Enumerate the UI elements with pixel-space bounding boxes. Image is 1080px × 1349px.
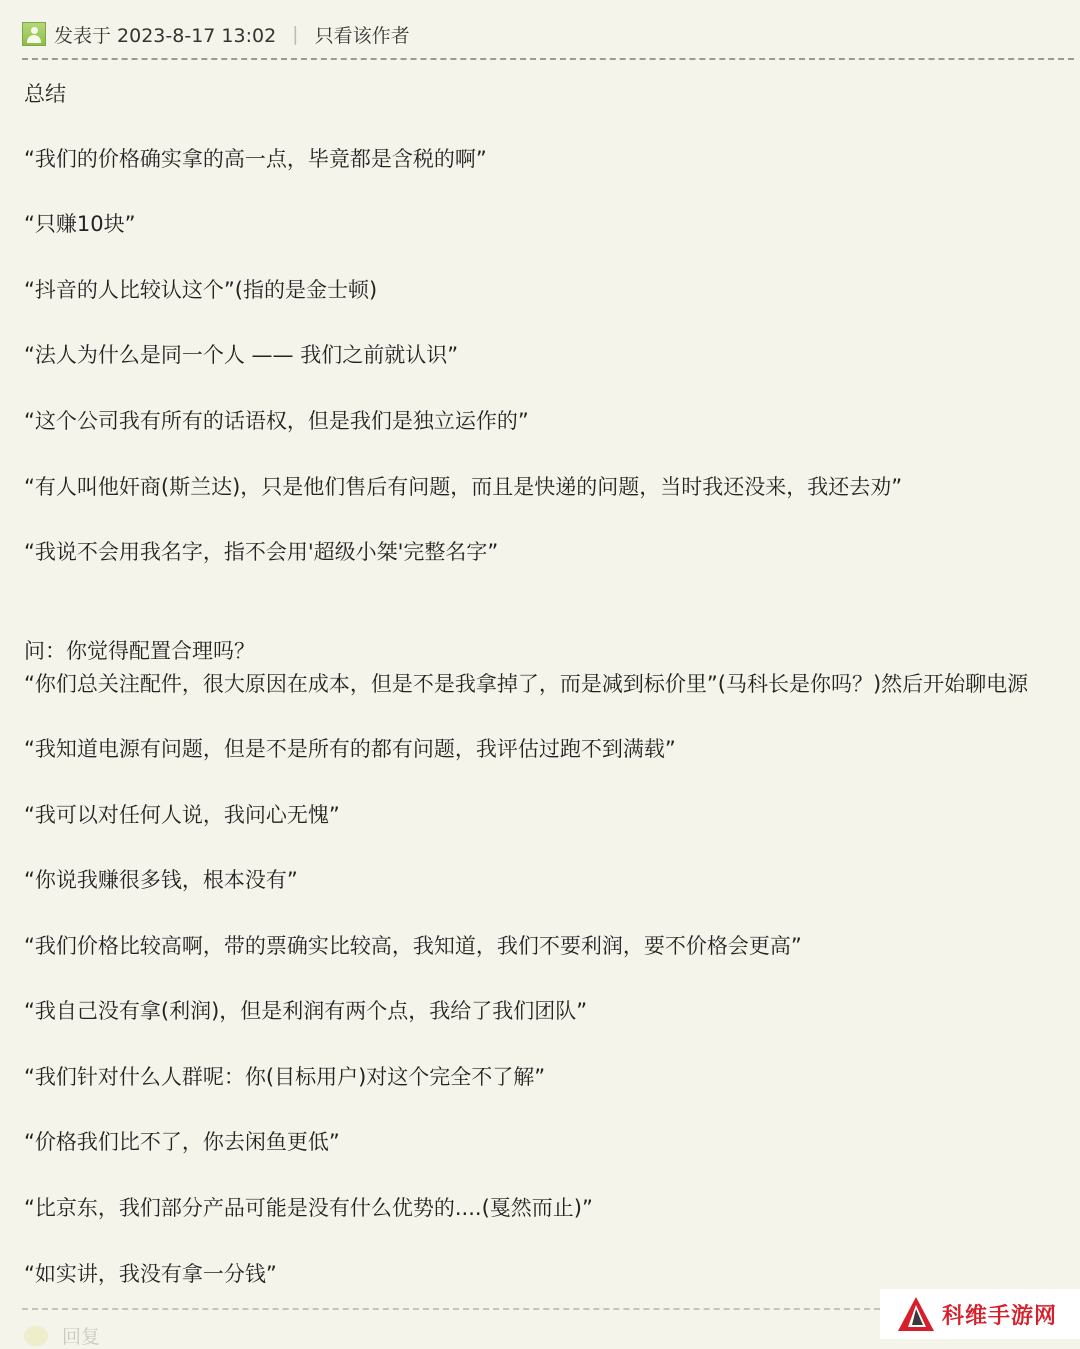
post-line: “比京东，我们部分产品可能是没有什么优势的....(戛然而止)” — [24, 1196, 593, 1220]
post-header — [22, 18, 410, 50]
post-date: 发表于 2023-8-17 13:02 — [54, 24, 277, 47]
post-line: “我可以对任何人说，我问心无愧” — [24, 803, 340, 827]
only-author-link[interactable]: 只看该作者 — [314, 24, 410, 47]
post-line: “你们总关注配件，很大原因在成本，但是不是我拿掉了，而是减到标价里”(马科长是你吗？)然后开始聊电源 — [24, 672, 1029, 696]
post-line: 问：你觉得配置合理吗？ — [24, 639, 255, 663]
user-icon[interactable] — [22, 22, 46, 46]
post-line: 总结 — [24, 82, 66, 106]
post-line: “我知道电源有问题，但是不是所有的都有问题，我评估过跑不到满载” — [24, 737, 676, 761]
post-line: “有人叫他奸商(斯兰达)，只是他们售后有问题，而且是快递的问题，当时我还没来，我还去劝” — [24, 475, 903, 499]
post-line: “价格我们比不了，你去闲鱼更低” — [24, 1130, 340, 1154]
post-line: “我们价格比较高啊，带的票确实比较高，我知道，我们不要利润，要不价格会更高” — [24, 934, 802, 958]
header-divider — [22, 58, 1074, 60]
post-line: “抖音的人比较认这个”(指的是金士顿) — [24, 278, 378, 302]
post-line: “法人为什么是同一个人 —— 我们之前就认识” — [24, 343, 459, 367]
post-line: “这个公司我有所有的话语权，但是我们是独立运作的” — [24, 409, 529, 433]
header-separator: | — [292, 23, 299, 45]
post-line: “我们的价格确实拿的高一点，毕竟都是含税的啊” — [24, 147, 487, 171]
post-line: “我说不会用我名字，指不会用'超级小桀'完整名字” — [24, 540, 499, 564]
watermark-text: 科维手游网 — [942, 1303, 1058, 1329]
post-line: “你说我赚很多钱，根本没有” — [24, 868, 298, 892]
footer-divider — [22, 1308, 880, 1310]
watermark — [880, 1289, 1080, 1339]
post-line: “只赚10块” — [24, 212, 136, 236]
reply-area — [24, 1322, 100, 1349]
post-line: “我们针对什么人群呢：你(目标用户)对这个完全不了解” — [24, 1065, 546, 1089]
watermark-logo-icon — [896, 1295, 936, 1333]
post-line: “我自己没有拿(利润)，但是利润有两个点，我给了我们团队” — [24, 999, 588, 1023]
reply-link[interactable]: 回复 — [62, 1326, 101, 1348]
reply-icon[interactable] — [24, 1326, 48, 1346]
post-line: “如实讲，我没有拿一分钱” — [24, 1262, 277, 1286]
